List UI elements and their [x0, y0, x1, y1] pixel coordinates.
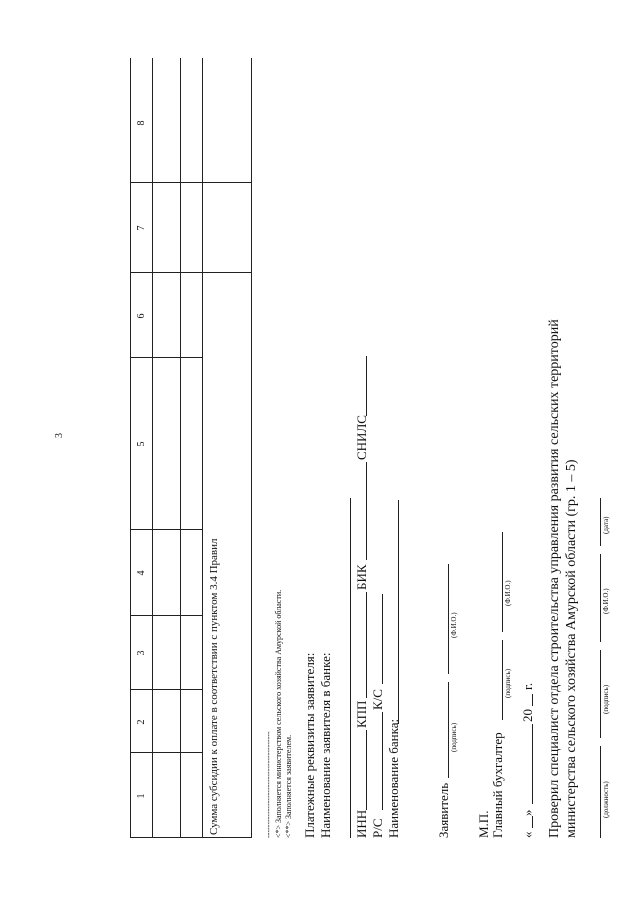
col-divider-6 [130, 272, 251, 273]
col-divider-2 [130, 689, 202, 690]
snils-label: СНИЛС [354, 415, 369, 460]
kpp-underline [366, 592, 367, 698]
page-number: 3 [54, 433, 65, 438]
verified-sign-caption: (подпись) [602, 684, 610, 714]
bik-underline [366, 462, 367, 560]
accountant-fio-line [502, 532, 503, 632]
rs-label: Р/С [370, 818, 385, 838]
verified-line-1: Проверил специалист отдела строительства управления развития сельских территорий [547, 319, 562, 838]
rotated-form [52, 78, 612, 838]
applicant-sign-caption: (подпись) [450, 722, 458, 752]
date-close-quote: » [520, 809, 535, 816]
accountant-sign-line [502, 640, 503, 720]
col-divider-7 [130, 182, 251, 183]
bank-label: Наименование банка: [386, 718, 401, 838]
seal-label: М.П. [476, 810, 491, 838]
applicant-fio-line [448, 564, 449, 674]
ks-label: К/С [370, 689, 385, 710]
payment-separator-line [350, 498, 351, 838]
bank-underline [398, 500, 399, 724]
verified-position-line [600, 746, 601, 838]
accountant-sign-caption: (подпись) [504, 668, 512, 698]
footnote-1: <*> Заполняется министерством сельского хозяйства Амурской области. [274, 589, 283, 838]
verified-fio-caption: (Ф.И.О.) [602, 588, 610, 614]
kpp-label: КПП [354, 700, 369, 728]
col-number-7: 7 [136, 225, 147, 231]
ks-underline [382, 594, 383, 684]
table-border-bottom [251, 58, 252, 838]
verified-sign-line [600, 650, 601, 738]
verified-date-caption: (дата) [602, 516, 610, 534]
applicant-fio-caption: (Ф.И.О.) [450, 612, 458, 638]
date-day-line [532, 816, 533, 828]
payment-title: Платежные реквизиты заявителя: [302, 652, 317, 838]
table-header-separator [152, 58, 153, 838]
applicant-label: Заявитель [436, 782, 451, 838]
col-number-3: 3 [136, 650, 147, 656]
footnote-separator: ---------------------------------------- [264, 731, 273, 838]
col-divider-4 [130, 529, 202, 530]
col-number-1: 1 [136, 793, 147, 799]
verified-line-2: министерства сельского хозяйства Амурской области (гр. 1 – 5) [564, 459, 579, 838]
table-border-left [130, 837, 251, 838]
date-year-suffix: г. [520, 682, 535, 690]
date-year-prefix: 20 [520, 709, 535, 722]
payment-bank-name-label: Наименование заявителя в банке: [318, 652, 333, 838]
verified-position-caption: (должность) [602, 781, 610, 818]
applicant-sign-line [448, 682, 449, 778]
inn-underline [366, 730, 367, 810]
date-month-line [532, 724, 533, 804]
col-divider-1 [130, 752, 202, 753]
rs-underline [382, 712, 383, 810]
verified-date-line [600, 498, 601, 546]
col-number-8: 8 [136, 120, 147, 126]
col-number-5: 5 [136, 441, 147, 447]
col-divider-3 [130, 615, 202, 616]
col-number-2: 2 [136, 719, 147, 725]
table-border-top [130, 58, 131, 838]
verified-fio-line [600, 554, 601, 642]
table-summary-separator [202, 58, 203, 838]
col-divider-5 [130, 357, 202, 358]
inn-label: ИНН [354, 809, 369, 838]
col-number-6: 6 [136, 313, 147, 319]
date-open-quote: « [520, 831, 535, 838]
col-number-4: 4 [136, 570, 147, 576]
date-year-line [532, 694, 533, 706]
footnote-2: <**> Заполняется заявителем. [284, 734, 293, 838]
snils-underline [366, 356, 367, 416]
bik-label: БИК [354, 564, 369, 590]
accountant-label: Главный бухгалтер [490, 732, 505, 838]
accountant-fio-caption: (Ф.И.О.) [504, 580, 512, 606]
subsidy-table [130, 58, 251, 838]
summary-row-label: Сумма субсидии к оплате в соответствии с пунктом 3.4 Правил [208, 538, 220, 835]
table-row-separator [180, 58, 181, 838]
